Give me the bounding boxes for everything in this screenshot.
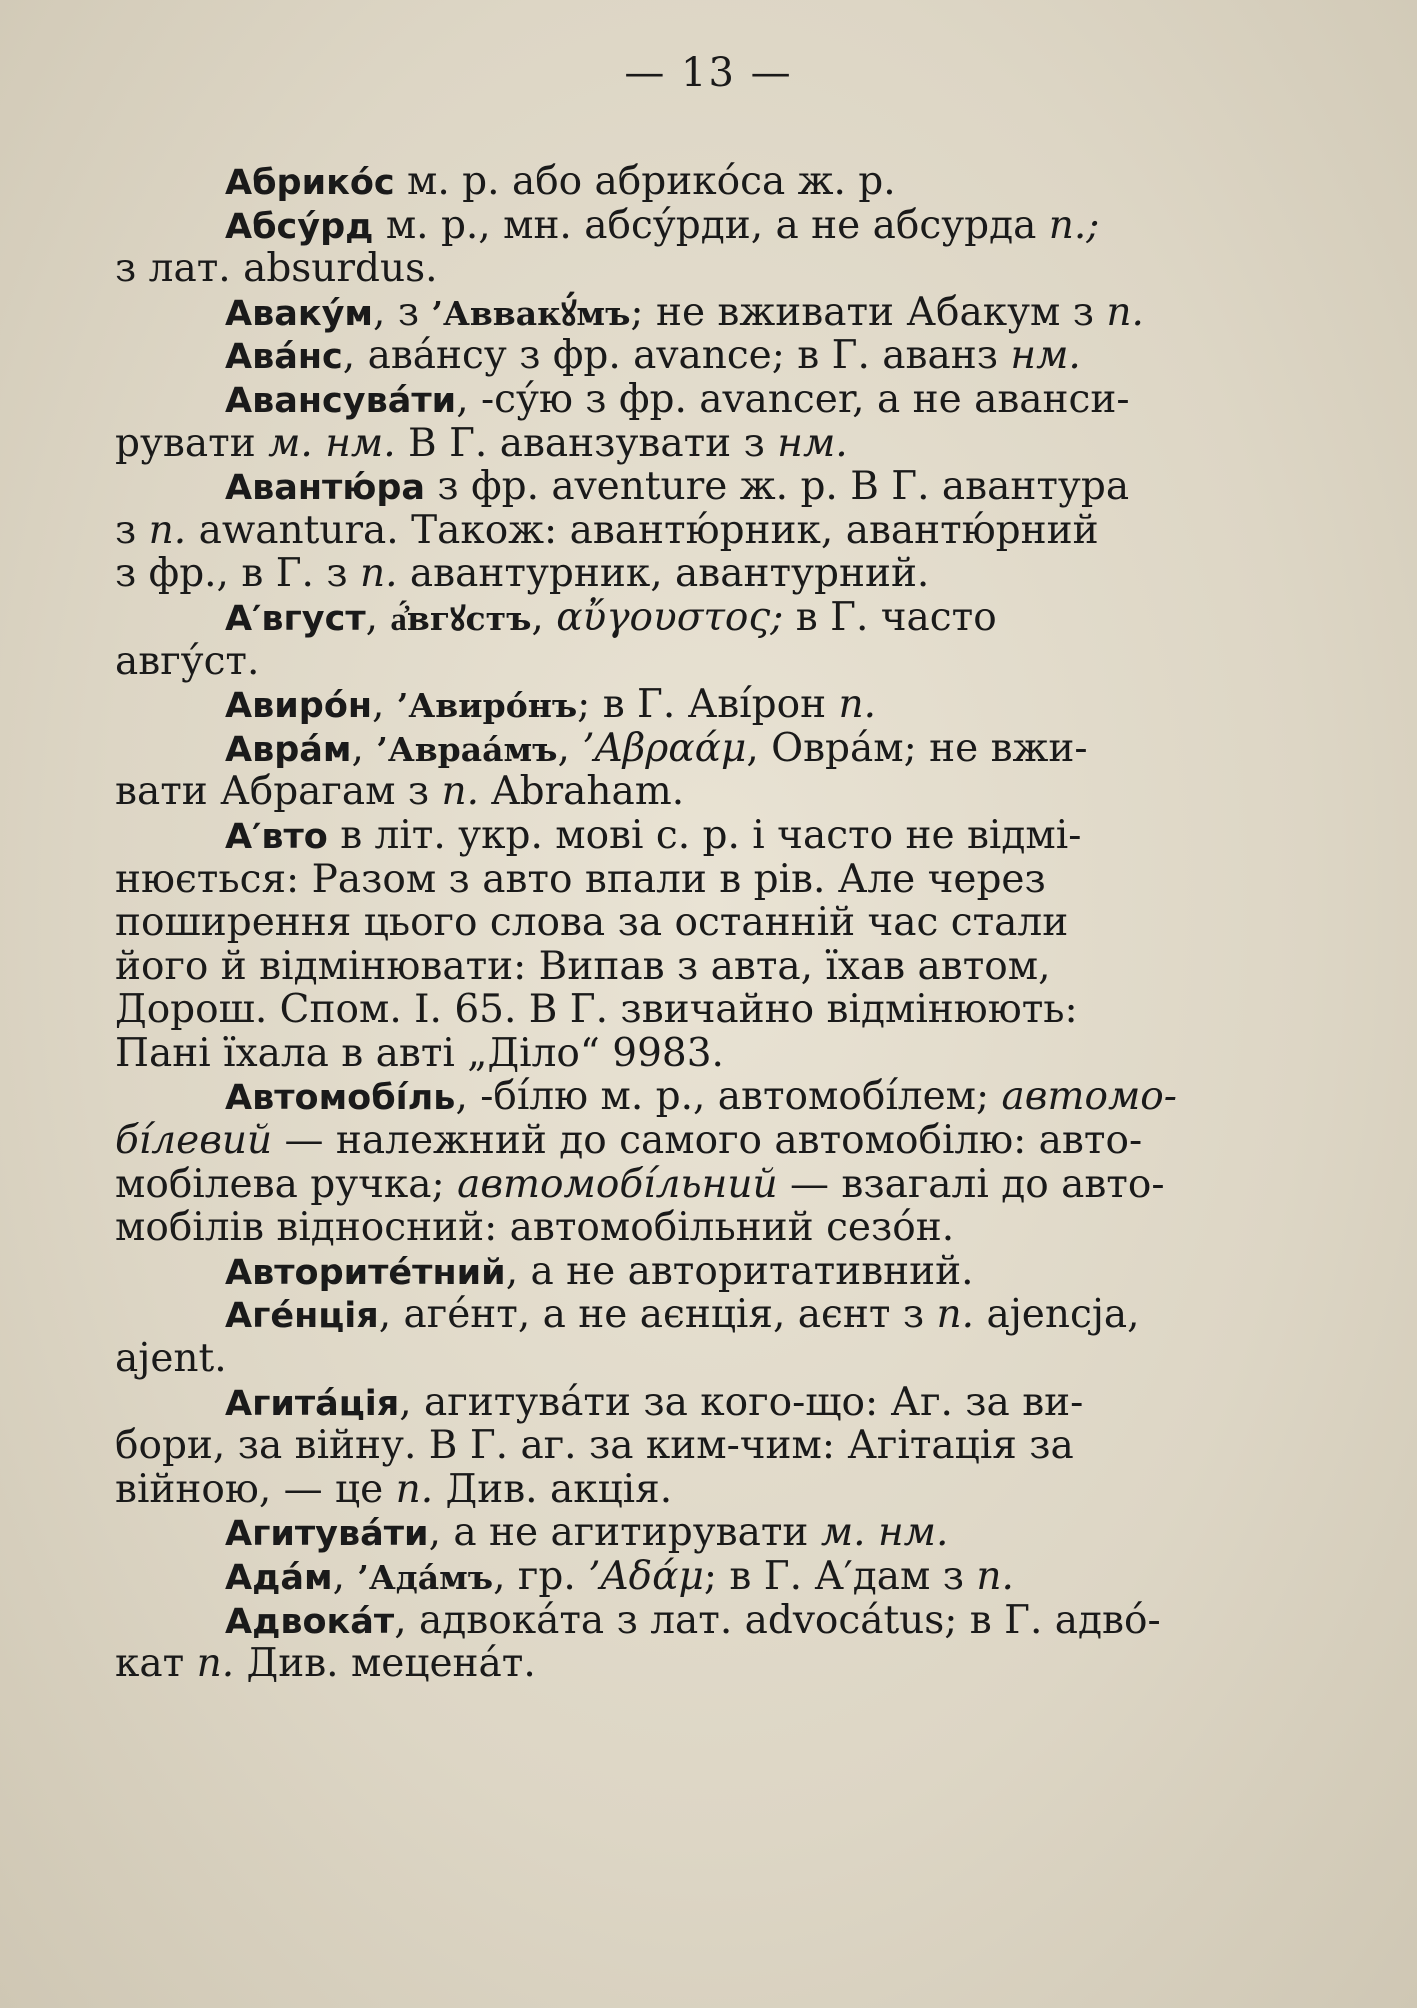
entry-text: з фр., в Г. з: [115, 552, 360, 596]
text-line: [115, 1642, 1295, 1686]
entry-text: ; не вживати Абакум з: [630, 290, 1107, 335]
italic-note: п.: [360, 552, 398, 596]
text-line: [115, 901, 1295, 945]
italic-note: нм.: [777, 421, 848, 466]
entry-text: — взагалі до авто-: [777, 1162, 1165, 1207]
entry-text: ; в Г. Аві́рон: [577, 683, 839, 727]
page-number: — 13 —: [624, 50, 793, 96]
entry-text: ajent.: [115, 1337, 227, 1381]
text-line: [115, 1555, 1295, 1599]
text-line: [115, 683, 1295, 727]
text-line: [115, 1250, 1295, 1294]
entry-text: ,: [365, 595, 391, 640]
text-line: [115, 1119, 1295, 1163]
headword: Авторите́тний: [225, 1252, 506, 1293]
italic-note: п.: [196, 1642, 235, 1686]
entry-text: , Овра́м; не вжи-: [746, 726, 1088, 771]
text-line: [115, 1163, 1295, 1207]
entry-text: мобілів відносний: автомобільний сезо́н.: [115, 1206, 955, 1250]
headword: Адвока́т: [225, 1601, 395, 1642]
italic-note: αὔγουστος;: [556, 595, 784, 640]
headword: Ава́нс: [225, 337, 343, 378]
entry-text: ajencja,: [974, 1293, 1140, 1338]
headword: Авансува́ти: [225, 380, 457, 421]
entry-text: кат: [115, 1642, 197, 1686]
text-line: [115, 465, 1295, 509]
entry-text: ,: [531, 595, 557, 640]
entry-text: , гр.: [493, 1555, 589, 1599]
text-line: [115, 1206, 1295, 1250]
italic-note: п.: [395, 1467, 434, 1512]
entry-text: , -су́ю з фр. avancer, а не аванси-: [456, 377, 1130, 422]
entry-text: , адвока́та з лат. advocátus; в Г. адво́-: [394, 1598, 1161, 1643]
text-line: [115, 291, 1295, 335]
text-line: [115, 1032, 1295, 1076]
headword: Абсу́рд: [225, 206, 374, 247]
entry-text: поширення цього слова за останній час стали: [115, 901, 1069, 945]
text-line: [115, 727, 1295, 771]
entry-text: в літ. укр. мові с. р. і часто не відмі-: [327, 813, 1082, 858]
entry-text: авгу́ст.: [115, 639, 260, 684]
italic-note: м. нм.: [268, 421, 396, 466]
italic-note: п.: [936, 1293, 975, 1338]
entry-text: ,: [557, 726, 583, 771]
headword: А′вто: [225, 816, 328, 857]
headword: Авиро́н: [225, 686, 373, 727]
italic-note: ’Αβραάμ: [582, 726, 747, 771]
text-line: [115, 422, 1295, 466]
italic-note: автомобі́льний: [457, 1162, 778, 1207]
italic-note: ’Αδάμ: [588, 1555, 704, 1599]
text-line: [115, 858, 1295, 902]
italic-note: п.: [1106, 290, 1144, 335]
italic-note: бі́левий: [115, 1119, 273, 1163]
entry-text: Abraham.: [479, 770, 685, 814]
headword: Агитува́ти: [225, 1514, 429, 1555]
headword: Абрико́с: [225, 163, 395, 203]
text-line: [115, 945, 1295, 989]
italic-note: п.: [148, 508, 187, 553]
entry-text: ,: [351, 726, 377, 771]
text-line: [115, 247, 1295, 291]
slavonic-form: ’Авраа́мъ: [376, 729, 558, 769]
entry-text: Дорош. Спом. І. 65. В Г. звичайно відмінюють:: [115, 988, 1078, 1032]
headword: Аваку́м: [225, 293, 374, 334]
entry-text: , аге́нт, а не аєнція, аєнт з: [378, 1293, 937, 1338]
headword: Агита́ція: [225, 1383, 400, 1424]
entry-text: awantura. Також: авантю́рник, авантю́рний: [186, 508, 1099, 553]
entry-text: , ава́нсу з фр. avance; в Г. аванз: [342, 334, 1011, 378]
entry-text: авантурник, авантурний.: [397, 552, 930, 596]
slavonic-form: ’Аввакꙋ́мъ: [431, 293, 631, 333]
text-line: [115, 509, 1295, 553]
entry-text: ; в Г. А′дам з: [703, 1555, 977, 1599]
text-line: [115, 378, 1295, 422]
text-line: [115, 1337, 1295, 1381]
text-line: [115, 552, 1295, 596]
entry-text: в Г. часто: [783, 595, 997, 640]
entry-text: з: [115, 508, 149, 553]
text-line: [115, 640, 1295, 684]
text-line: [115, 1599, 1295, 1643]
italic-note: нм.: [1010, 334, 1081, 378]
headword: Ада́м: [225, 1558, 333, 1598]
headword: Авантю́ра: [225, 468, 426, 509]
slavonic-form: а҆́вгꙋстъ: [390, 598, 532, 638]
text-line: [115, 160, 1295, 204]
entry-text: , -бі́лю м. р., автомобі́лем;: [455, 1075, 1002, 1120]
headword: Автомобі́ль: [225, 1078, 456, 1119]
entry-text: м. р. або абрико́са ж. р.: [394, 160, 896, 204]
italic-note: автомо-: [1001, 1075, 1177, 1120]
text-line: [115, 770, 1295, 814]
text-line: [115, 1511, 1295, 1555]
slavonic-form: ’Авиро́нъ: [396, 686, 578, 726]
text-line: [115, 1468, 1295, 1512]
entry-text: м. р., мн. абсу́рди, а не абсурда: [373, 203, 1049, 248]
entry-text: , з: [373, 290, 432, 335]
entry-text: ,: [332, 1555, 358, 1599]
entry-text: нюється: Разом з авто впали в рів. Але через: [115, 857, 1046, 902]
entry-text: його й відмінювати: Випав з авта, їхав автом,: [115, 944, 1051, 989]
italic-note: п.: [838, 683, 876, 727]
entry-text: Див. мецена́т.: [234, 1642, 536, 1686]
slavonic-form: ’Ада́мъ: [357, 1558, 494, 1597]
entry-text: — належний до самого автомобілю: авто-: [272, 1119, 1143, 1163]
entry-text: , а не агитирувати: [428, 1511, 821, 1555]
text-line: [115, 1424, 1295, 1468]
italic-note: м. нм.: [820, 1511, 949, 1555]
entry-text: війною, — це: [115, 1467, 396, 1512]
headword: А′вгуст: [225, 598, 366, 639]
italic-note: п.: [976, 1555, 1014, 1599]
headword: Аге́нція: [225, 1296, 379, 1337]
italic-note: п.;: [1048, 203, 1100, 248]
entry-text: рувати: [115, 421, 269, 466]
entry-text: Пані їхала в авті „Діло“ 9983.: [115, 1031, 724, 1076]
entry-text: Див. акція.: [433, 1467, 673, 1512]
entry-text: з фр. aventure ж. р. В Г. авантура: [425, 465, 1130, 509]
entry-text: бори, за війну. В Г. аг. за ким-чим: Агітація за: [115, 1424, 1074, 1468]
entry-text: , а не авторитативний.: [505, 1249, 974, 1294]
text-line: [115, 814, 1295, 858]
italic-note: п.: [441, 770, 480, 814]
text-line: [115, 1381, 1295, 1425]
text-line: [115, 596, 1295, 640]
dictionary-entries: [115, 160, 1295, 1686]
entry-text: , агитува́ти за кого-що: Аг. за ви-: [399, 1380, 1084, 1425]
entry-text: вати Абрагам з: [115, 770, 442, 814]
headword: Авра́м: [225, 729, 352, 770]
text-line: [115, 204, 1295, 248]
text-line: [115, 334, 1295, 378]
entry-text: мобілева ручка;: [115, 1162, 458, 1207]
entry-text: ,: [372, 683, 397, 727]
entry-text: з лат. absurdus.: [115, 247, 438, 291]
entry-text: В Г. аванзувати з: [395, 421, 778, 466]
text-line: [115, 988, 1295, 1032]
text-line: [115, 1293, 1295, 1337]
text-line: [115, 1075, 1295, 1119]
